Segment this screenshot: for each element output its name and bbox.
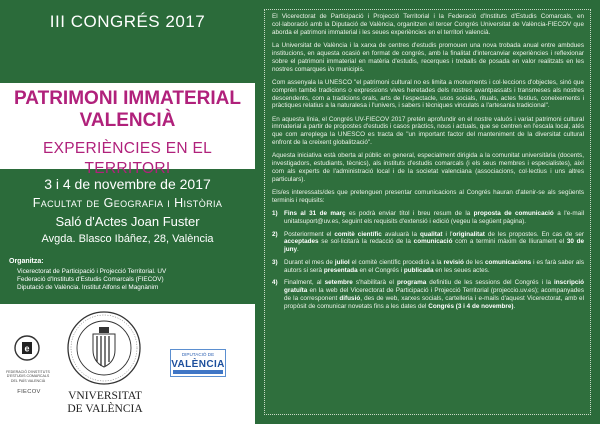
text-strong: presentada: [323, 266, 358, 274]
event-dates: 3 i 4 de novembre de 2017: [44, 176, 211, 192]
text: , des de web, xarxes socials, cartelleria i e-mails d'aquest Vicerectorat, amb el propòsit de comunicar novetats fins a les dates del: [284, 295, 584, 310]
organizers-label: Organitza:: [9, 258, 44, 265]
text: en el Congrés i: [357, 266, 404, 274]
organizer-item: Vicerectorat de Participació i Projecció Territorial. UV: [17, 268, 167, 275]
paragraph: El Vicerectorat de Participació i Projecció Territorial i la Federació d'Instituts d'Estudis Comarcals, en col·laboració amb la Diputació de València, organitzen el tercer Congrés Universitat de València-FIECOV que aborda el patrimoni immaterial i les seues experiències en el territori valencià.: [272, 13, 584, 36]
text: Finalment, al: [284, 279, 325, 287]
fiecov-description: FEDERACIÓ D'INSTITUTS D'ESTUDIS COMARCALS DEL PAÍS VALENCIÀ: [6, 370, 50, 383]
text: Durant el mes de: [284, 258, 335, 266]
paragraph: Com assenyala la UNESCO "el patrimoni cultural no es limita a monuments i col·leccions d'objectes, sinó que comprén també tradicions o expressions vives heretades dels nostres avantpassats i transmeses als nostres descendents, com a tradicions orals, arts de l'espectacle, usos socials, rituals, actes festius, coneixements i pràctiques relatius a la naturalesa i l'univers, i sabers i tècniques vinculats a l'artesania tradicional".: [272, 78, 584, 110]
university-seal-icon: [66, 310, 142, 386]
fiecov-name: FIECOV: [17, 389, 41, 395]
diputacio-logo-line1: DIPUTACIÓ DE: [181, 352, 215, 357]
diputacio-logo-bar: [173, 370, 223, 374]
event-address: Avgda. Blasco Ibáñez, 28, València: [41, 233, 214, 245]
event-title-line1: PATRIMONI IMMATERIAL: [14, 88, 241, 109]
paragraph: Aquesta iniciativa està oberta al públic en general, especialment dirigida a la comunitat universitària (docents, investigadors, estudiants, tècnics), als instituts d'estudis comarcals (i els seus membres i especialistes), així com als experts de l'administració local i de la societat valenciana (associacions, col·lectius i uns altres particulars).: [272, 152, 584, 184]
event-faculty: Facultat de Geografia i Història: [32, 196, 223, 210]
text-strong: Congrés (3 i 4 de novembre): [428, 303, 514, 310]
diputacio-logo: [170, 349, 226, 377]
text: .: [297, 246, 299, 254]
text-strong: programa: [397, 279, 427, 287]
text: se sol·licitarà la redacció de la: [318, 238, 414, 246]
text-strong: originalitat: [452, 230, 485, 238]
event-room: Saló d'Actes Joan Fuster: [55, 214, 200, 229]
deadline-item: [272, 210, 584, 226]
paragraph: En aquesta línia, el Congrés UV-FIECOV 2017 pretén aprofundir en el nostre valuós i variat patrimoni cultural immaterial a partir de propostes d'estudis i casos pràctics, nous i actuals, que se centren en l'escala local, atés que com arreplega la UNESCO es tracta de "un important factor del manteniment de la diversitat cultural enfront de la creixent globalització".: [272, 115, 584, 147]
text-strong: setembre: [324, 279, 353, 287]
text-strong: revisió: [443, 258, 464, 266]
text: es podrà enviar títol i breu resum de la: [345, 210, 474, 218]
paragraph: La Universitat de València i la xarxa de centres d'estudis promouen una nova trobada anual entre ambdues institucions, en aquesta ocasió en format de congrés, amb la finalitat d'intercanviar experiències i reflexionar sobre el patrimoni immaterial en matèria d'estudis, recerques i treballs de posada en valor realitzats en les nostres comarques i/o municipis.: [272, 41, 584, 73]
text: el comitè científic procedirà a la: [349, 258, 444, 266]
text-strong: publicada: [403, 266, 434, 274]
university-name-line2: DE VALÈNCIA: [67, 403, 143, 415]
diputacio-logo-line2: VALÈNCIA: [171, 359, 225, 370]
university-name: [57, 390, 153, 416]
text: en la web del Vicerectorat de Participació i Projecció Territorial (projeccio.uv.es); acompanyades de la corresponent: [284, 287, 584, 303]
text-strong: inscripció gratuïta: [284, 279, 585, 295]
event-title-line2: VALENCIÀ: [79, 110, 176, 131]
item-number: 1): [272, 210, 278, 218]
item-number: 2): [272, 230, 278, 238]
text-strong: proposta de comunicació: [473, 210, 554, 218]
deadline-item: [272, 259, 584, 275]
text-strong: acceptades: [284, 238, 319, 246]
info-text: [272, 13, 584, 316]
deadline-item: [272, 231, 584, 255]
text-strong: comunicacions: [484, 258, 532, 266]
svg-text:e: e: [24, 343, 30, 354]
text: de les: [463, 258, 485, 266]
text: com a termini màxim de lliurament el: [452, 238, 567, 246]
item-number: 3): [272, 258, 278, 266]
congress-title: III CONGRÉS 2017: [49, 12, 206, 31]
event-subtitle: EXPERIÈNCIES EN EL TERRITORI: [42, 140, 213, 177]
text: avaluarà la: [381, 230, 420, 238]
text: definitiu de les sessions del Congrés i la: [426, 279, 555, 287]
text-strong: qualitat: [419, 230, 443, 238]
text-strong: Fins al 31 de març: [284, 210, 346, 218]
text: en les seues actes.: [433, 266, 490, 274]
text: i l': [442, 230, 453, 238]
text-strong: juliol: [334, 258, 350, 266]
text: Posteriorment el: [284, 230, 335, 238]
text: i es farà saber als autors si serà: [284, 258, 584, 274]
text: a l'e-mail unitatsuport@uv.es, seguint els requisits d'extensió i edició (vegeu la següent pàgina).: [284, 210, 585, 226]
text: s'habilitarà el: [352, 279, 397, 287]
item-number: 4): [272, 279, 278, 287]
paragraph: Els/es interessats/des que pretenguen presentar comunicacions al Congrés hauran d'atenir-se als següents terminis i requisits:: [272, 189, 584, 205]
organizer-item: Federació d'Instituts d'Estudis Comarcals (FIECOV): [17, 276, 164, 283]
text-strong: difusió: [339, 295, 361, 303]
text-strong: comitè científic: [334, 230, 382, 238]
text: de les propostes. En cas de ser: [484, 230, 585, 238]
fiecov-logo-icon: [14, 335, 40, 361]
text-strong: 30 de juny: [284, 238, 584, 254]
university-name-line1: VNIVERSITAT: [68, 390, 142, 402]
text: .: [513, 303, 516, 310]
organizer-item: Diputació de València. Institut Alfons el Magnànim: [17, 284, 159, 291]
deadline-item: [272, 279, 584, 311]
text-strong: comunicació: [413, 238, 453, 246]
